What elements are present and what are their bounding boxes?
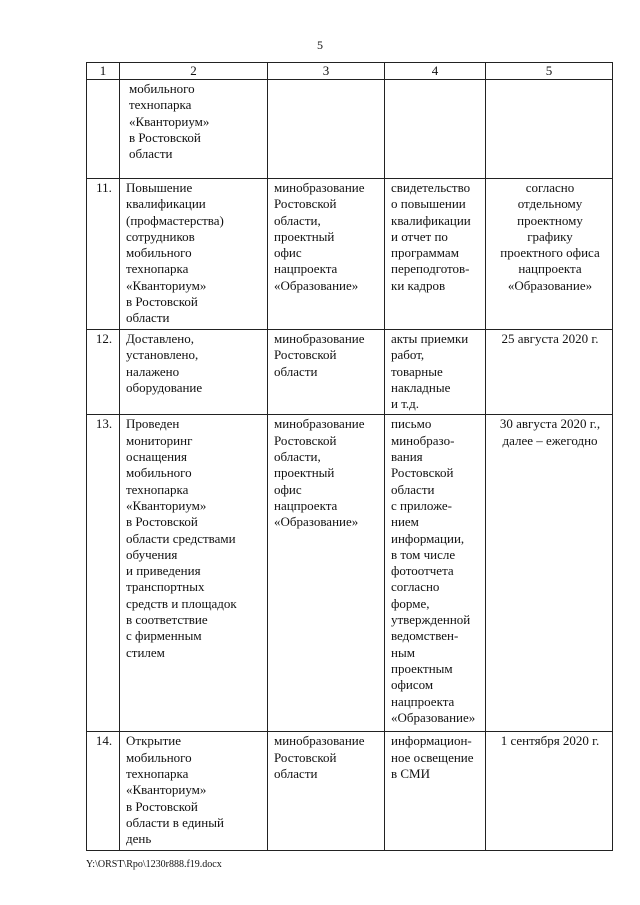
row-responsible: минобразование Ростовской области, проектный офис нацпроекта «Образование» <box>268 179 385 330</box>
row-document <box>385 80 486 179</box>
header-col-4: 4 <box>385 63 486 80</box>
header-col-2: 2 <box>120 63 268 80</box>
row-responsible <box>268 80 385 179</box>
row-event: мобильного технопарка «Кванториум» в Ростовской области <box>120 80 268 179</box>
row-deadline: 25 августа 2020 г. <box>486 330 613 415</box>
table-row <box>87 179 613 330</box>
header-col-1: 1 <box>87 63 120 80</box>
plan-table <box>86 62 613 851</box>
table-row <box>87 732 613 850</box>
row-number: 11. <box>87 179 120 330</box>
row-deadline: 30 августа 2020 г., далее – ежегодно <box>486 415 613 732</box>
row-deadline: согласно отдельному проектному графику проектного офиса нацпроекта «Образование» <box>486 179 613 330</box>
row-deadline: 1 сентября 2020 г. <box>486 732 613 850</box>
row-event: Повышение квалификации (профмастерства) сотрудников мобильного технопарка «Кванториум» в Ростовской области <box>120 179 268 330</box>
row-responsible: минобразование Ростовской области <box>268 732 385 850</box>
footer-file-path: Y:\ORST\Rpo\1230r888.f19.docx <box>86 859 222 870</box>
table-row <box>87 330 613 415</box>
header-col-3: 3 <box>268 63 385 80</box>
row-document: письмо минобразо- вания Ростовской области с приложе- нием информации, в том числе фотоотчета согласно форме, утвержденной ведомствен- ным проектным офисом нацпроекта «Образование» <box>385 415 486 732</box>
row-document: акты приемки работ, товарные накладные и т.д. <box>385 330 486 415</box>
page-number: 5 <box>317 38 323 52</box>
row-number: 12. <box>87 330 120 415</box>
row-document: информацион- ное освещение в СМИ <box>385 732 486 850</box>
table-row <box>87 415 613 732</box>
row-responsible: минобразование Ростовской области <box>268 330 385 415</box>
row-number <box>87 80 120 179</box>
row-number: 14. <box>87 732 120 850</box>
header-col-5: 5 <box>486 63 613 80</box>
table-row <box>87 80 613 179</box>
row-event: Открытие мобильного технопарка «Кванториум» в Ростовской области в единый день <box>120 732 268 850</box>
row-event: Доставлено, установлено, налажено оборудование <box>120 330 268 415</box>
row-document: свидетельство о повышении квалификации и отчет по программам переподготов- ки кадров <box>385 179 486 330</box>
row-event: Проведен мониторинг оснащения мобильного технопарка «Кванториум» в Ростовской области средствами обучения и приведения транспортных средств и площадок в соответствие с фирменным стилем <box>120 415 268 732</box>
row-number: 13. <box>87 415 120 732</box>
row-deadline <box>486 80 613 179</box>
table-header-row <box>87 63 613 80</box>
row-responsible: минобразование Ростовской области, проектный офис нацпроекта «Образование» <box>268 415 385 732</box>
